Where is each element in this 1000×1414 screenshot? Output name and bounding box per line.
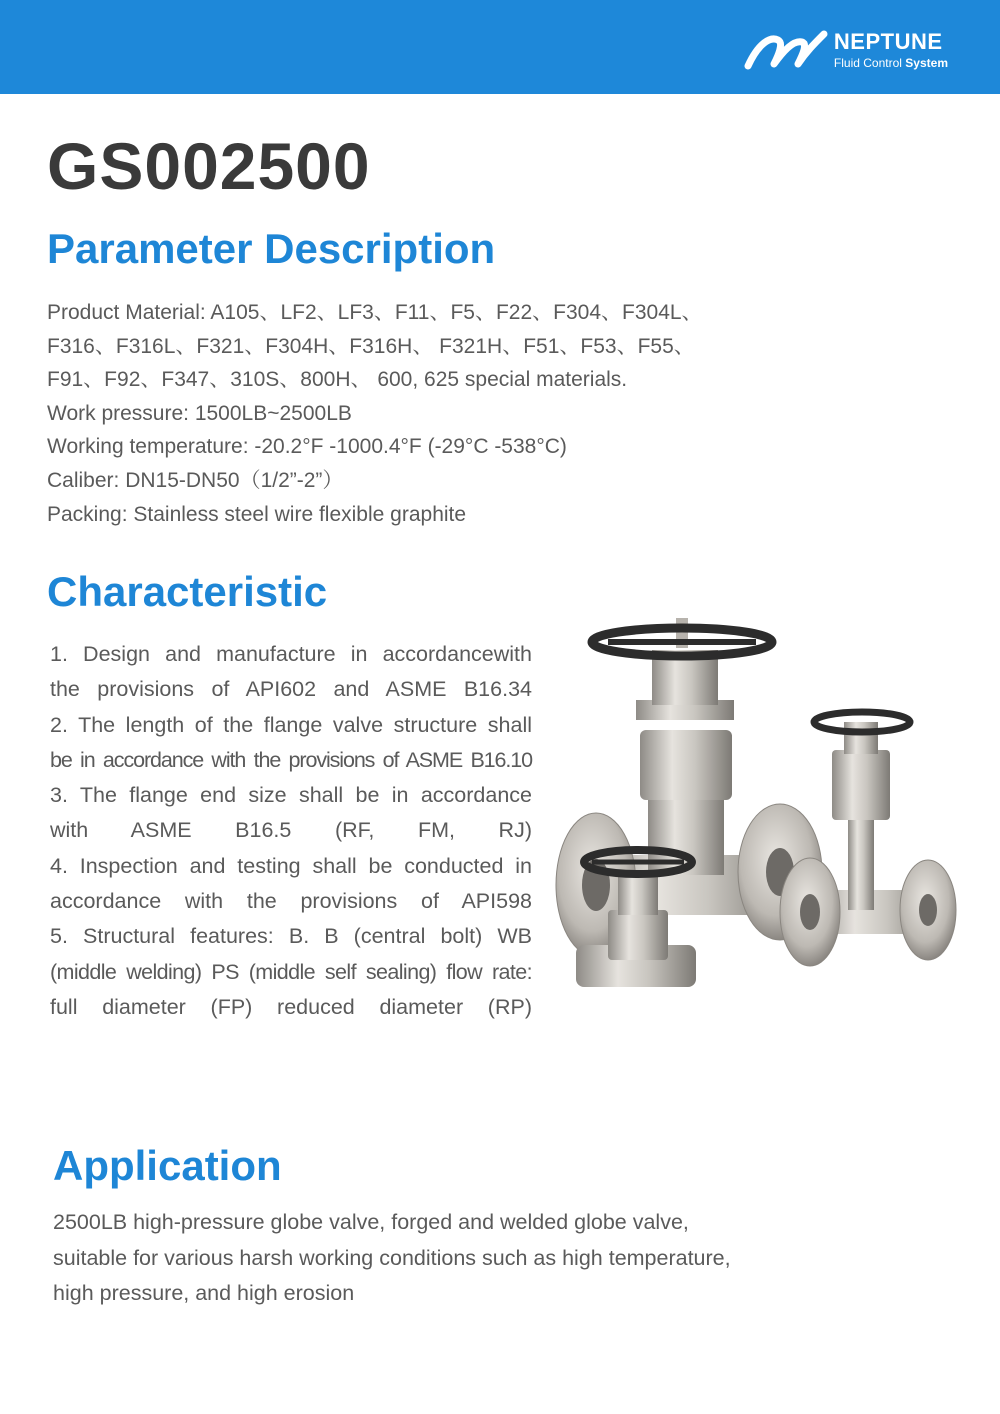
characteristic-line: 2. The length of the flange valve structure shall xyxy=(50,712,532,737)
characteristic-line: be in accordance with the provisions of ASME B16.10 xyxy=(50,747,532,772)
parameter-line: F91、F92、F347、310S、800H、 600, 625 special materials. xyxy=(47,368,628,392)
characteristic-list xyxy=(50,637,532,1025)
parameter-line: Caliber: DN15-DN50（1/2”-2”） xyxy=(47,468,344,492)
characteristic-line: 1. Design and manufacture in accordancewith xyxy=(50,642,532,666)
application-heading: Application xyxy=(53,1142,282,1189)
parameter-line: Work pressure: 1500LB~2500LB xyxy=(47,401,352,425)
globe-valves-photo xyxy=(548,610,960,1030)
application-text xyxy=(53,1205,833,1312)
characteristic-line: 5. Structural features: B. B (central bolt) WB xyxy=(50,924,532,949)
characteristic-line: full diameter (FP) reduced diameter (RP) xyxy=(50,994,532,1019)
characteristic-line: (middle welding) PS (middle self sealing) flow rate: xyxy=(50,959,532,984)
model-number: GS002500 xyxy=(47,129,371,203)
parameter-line: Product Material: A105、LF2、LF3、F11、F5、F22、F304、F304L、 xyxy=(47,301,703,324)
parameter-line: F316、F316L、F321、F304H、F316H、 F321H、F51、F53、F55、 xyxy=(47,334,695,358)
page-header xyxy=(0,0,1000,94)
brand-tagline: Fluid Control System xyxy=(833,56,948,70)
brand-name: NEPTUNE xyxy=(833,29,943,54)
parameter-line: Working temperature: -20.2°F -1000.4°F (-29°C -538°C) xyxy=(47,435,567,459)
characteristic-line: with ASME B16.5 (RF, FM, RJ) xyxy=(50,818,532,843)
parameter-line: Packing: Stainless steel wire flexible graphite xyxy=(47,502,467,526)
neptune-logo-icon xyxy=(744,26,828,74)
brand-logo xyxy=(744,26,948,74)
characteristic-line: 4. Inspection and testing shall be conducted in xyxy=(50,853,532,878)
characteristic-line: accordance with the provisions of API598 xyxy=(50,889,532,914)
parameter-list xyxy=(47,296,807,531)
parameter-heading: Parameter Description xyxy=(47,225,496,272)
characteristic-line: 3. The flange end size shall be in accordance xyxy=(50,783,532,808)
characteristic-heading: Characteristic xyxy=(47,568,328,615)
application-line: high pressure, and high erosion xyxy=(53,1281,355,1305)
characteristic-line: the provisions of API602 and ASME B16.34 xyxy=(50,677,532,702)
application-line: 2500LB high-pressure globe valve, forged and welded globe valve, xyxy=(53,1210,689,1234)
application-line: suitable for various harsh working conditions such as high temperature, xyxy=(53,1245,731,1270)
